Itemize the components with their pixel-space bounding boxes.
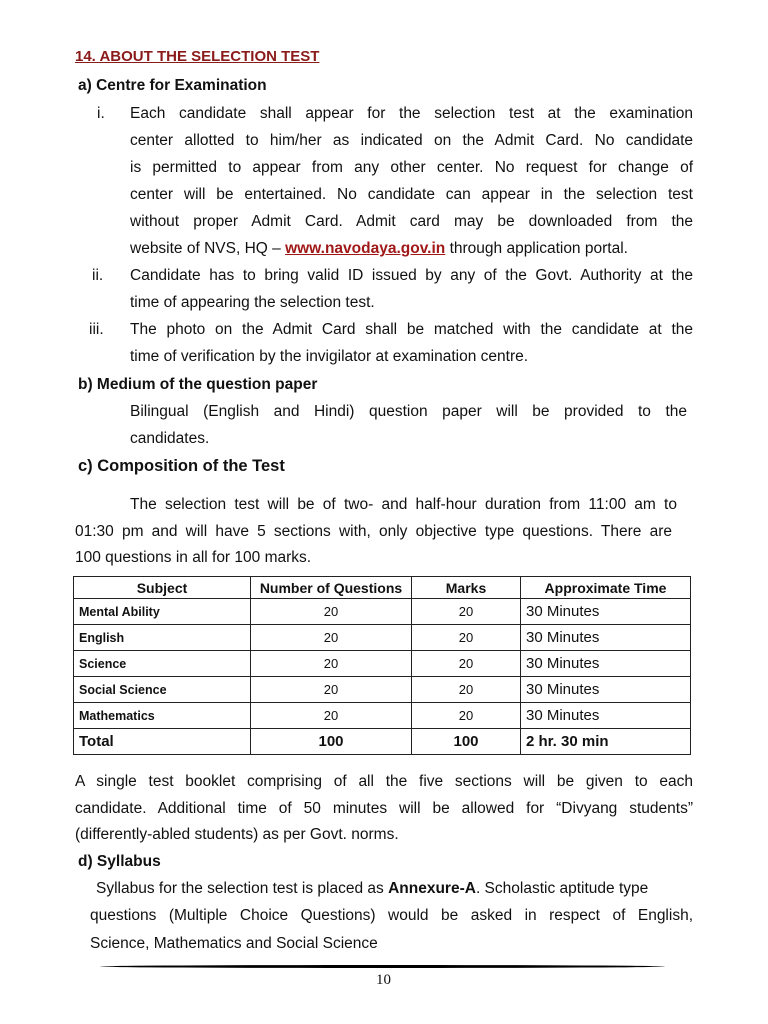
- text-line: center will be entertained. No candidate can appear in the selection test: [130, 186, 693, 203]
- navodaya-link[interactable]: www.navodaya.gov.in: [285, 240, 446, 257]
- heading-composition: c) Composition of the Test: [78, 457, 285, 475]
- table-row: [74, 651, 691, 677]
- text-line: questions (Multiple Choice Questions) would be asked in respect of English,: [90, 907, 693, 924]
- text-line: candidate. Additional time of 50 minutes will be allowed for “Divyang students”: [75, 800, 693, 817]
- heading-centre: a) Centre for Examination: [78, 77, 267, 94]
- col-header: Approximate Time: [521, 577, 691, 599]
- questions-cell: 20: [251, 703, 412, 729]
- marks-cell: 20: [412, 677, 521, 703]
- footer-rule: [100, 965, 665, 968]
- time-cell: 30 Minutes: [521, 625, 691, 651]
- text-line: A single test booklet comprising of all the five sections will be given to each: [75, 773, 693, 790]
- test-composition-table: [73, 576, 691, 755]
- text: website of NVS, HQ –: [130, 240, 286, 257]
- total-label: Total: [74, 729, 251, 755]
- table-row: [74, 599, 691, 625]
- text-line: The selection test will be of two- and half-hour duration from 11:00 am to: [130, 496, 677, 513]
- text-line: without proper Admit Card. Admit card may be downloaded from the: [130, 213, 693, 230]
- marks-cell: 20: [412, 625, 521, 651]
- col-header: Number of Questions: [251, 577, 412, 599]
- questions-cell: 20: [251, 677, 412, 703]
- text-line: Science, Mathematics and Social Science: [90, 935, 378, 952]
- text-line: center allotted to him/her as indicated on the Admit Card. No candidate: [130, 132, 693, 149]
- questions-cell: 20: [251, 599, 412, 625]
- text-line: Candidate has to bring valid ID issued by any of the Govt. Authority at the: [130, 267, 693, 284]
- marks-cell: 20: [412, 599, 521, 625]
- text-line: is permitted to appear from any other center. No request for change of: [130, 159, 693, 176]
- subject-cell: Mental Ability: [74, 599, 251, 625]
- text-line: Each candidate shall appear for the selection test at the examination: [130, 105, 693, 122]
- text: . Scholastic aptitude type: [475, 880, 649, 897]
- time-cell: 30 Minutes: [521, 651, 691, 677]
- col-header: Marks: [412, 577, 521, 599]
- section-title: 14. ABOUT THE SELECTION TEST: [75, 48, 320, 65]
- subject-cell: English: [74, 625, 251, 651]
- text-line: time of appearing the selection test.: [130, 294, 375, 311]
- subject-cell: Mathematics: [74, 703, 251, 729]
- text-line: [96, 879, 648, 899]
- text-line: 01:30 pm and will have 5 sections with, only objective type questions. There are: [75, 523, 672, 540]
- table-header-row: [74, 577, 691, 599]
- item-number: ii.: [92, 267, 104, 284]
- total-marks: 100: [412, 729, 521, 755]
- questions-cell: 20: [251, 651, 412, 677]
- questions-cell: 20: [251, 625, 412, 651]
- heading-syllabus: d) Syllabus: [78, 853, 161, 870]
- text-line: [130, 239, 628, 259]
- item-number: iii.: [89, 321, 104, 338]
- subject-cell: Social Science: [74, 677, 251, 703]
- text: through application portal.: [445, 240, 628, 257]
- text-line: The photo on the Admit Card shall be matched with the candidate at the: [130, 321, 693, 338]
- table-row: [74, 677, 691, 703]
- text: Syllabus for the selection test is placed as: [96, 880, 389, 897]
- text-line: Bilingual (English and Hindi) question paper will be provided to the: [130, 403, 687, 420]
- subject-cell: Science: [74, 651, 251, 677]
- text-line: time of verification by the invigilator at examination centre.: [130, 348, 529, 365]
- item-number: i.: [97, 105, 105, 122]
- marks-cell: 20: [412, 703, 521, 729]
- table-total-row: [74, 729, 691, 755]
- annexure-ref: Annexure-A: [388, 880, 476, 897]
- table-row: [74, 703, 691, 729]
- col-header: Subject: [74, 577, 251, 599]
- time-cell: 30 Minutes: [521, 677, 691, 703]
- heading-medium: b) Medium of the question paper: [78, 376, 318, 393]
- text-line: candidates.: [130, 430, 210, 447]
- text-line: 100 questions in all for 100 marks.: [75, 549, 312, 566]
- table-row: [74, 625, 691, 651]
- marks-cell: 20: [412, 651, 521, 677]
- time-cell: 30 Minutes: [521, 703, 691, 729]
- total-questions: 100: [251, 729, 412, 755]
- page-number: 10: [376, 972, 391, 988]
- text-line: (differently-abled students) as per Govt. norms.: [75, 826, 399, 843]
- total-time: 2 hr. 30 min: [521, 729, 691, 755]
- time-cell: 30 Minutes: [521, 599, 691, 625]
